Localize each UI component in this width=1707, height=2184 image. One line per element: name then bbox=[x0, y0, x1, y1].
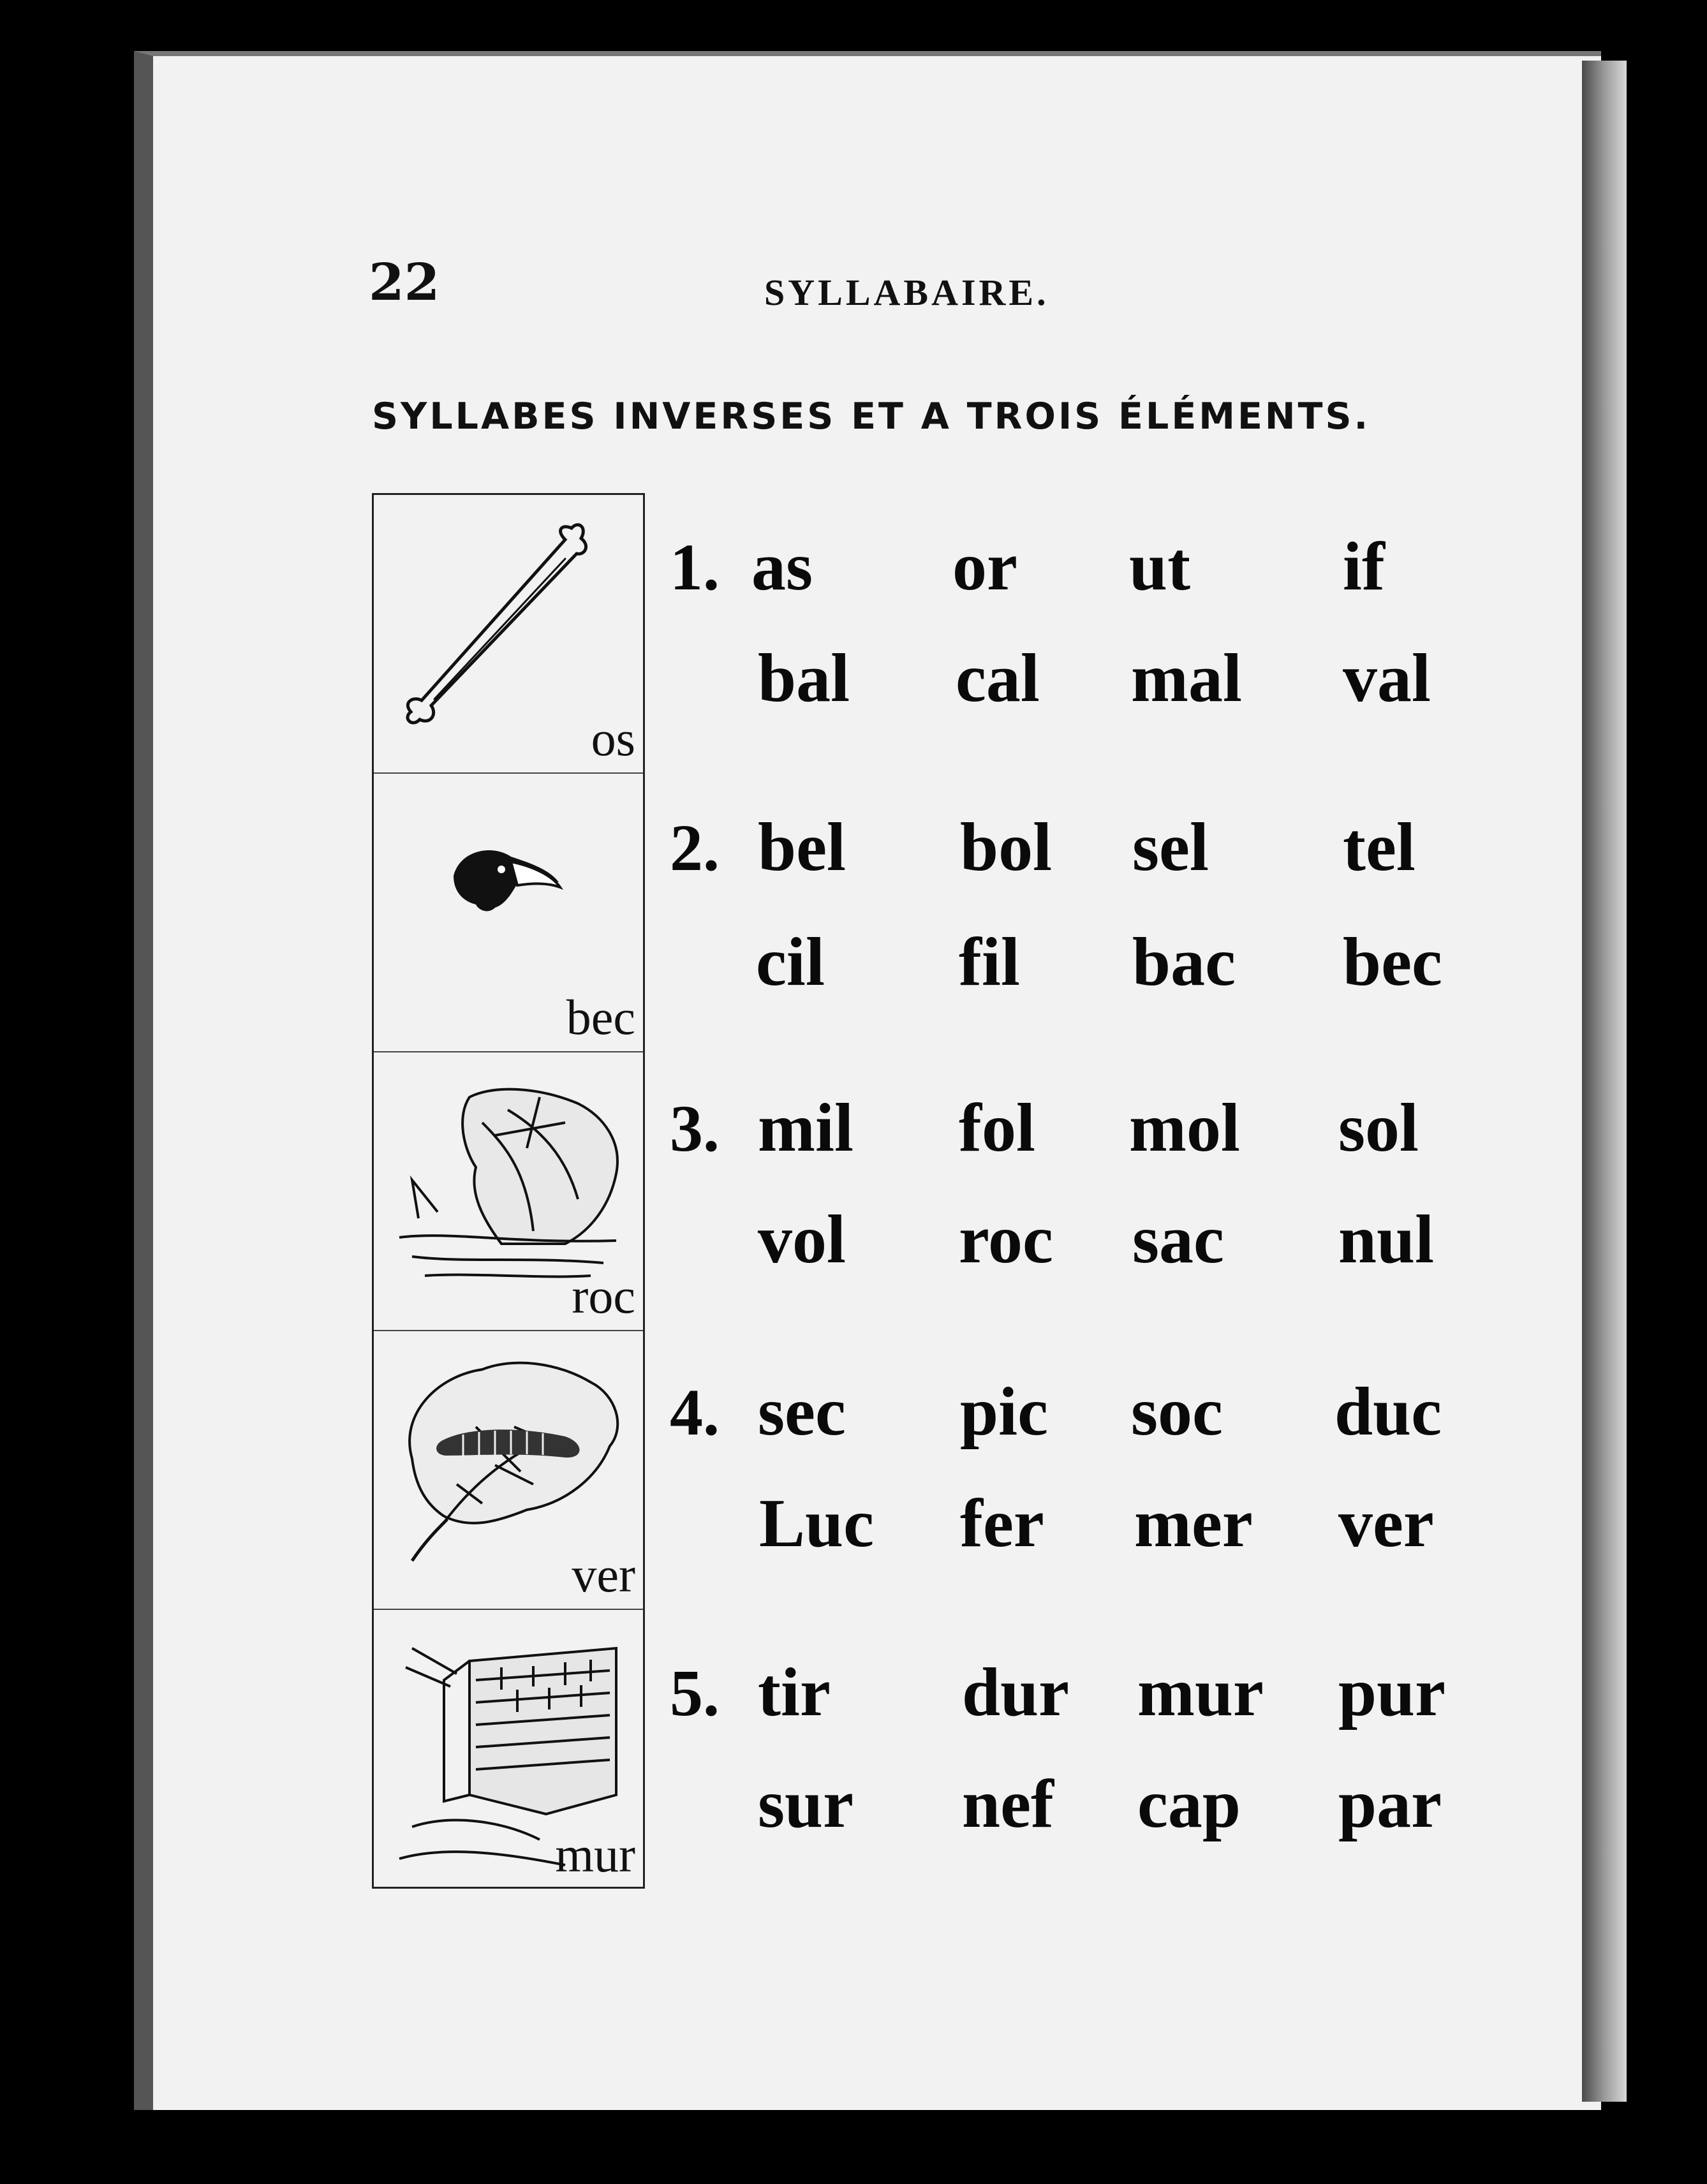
syllable: mol bbox=[1129, 1090, 1240, 1166]
picture-label: roc bbox=[572, 1268, 635, 1324]
syllable: fil bbox=[959, 924, 1020, 1000]
syllable: vol bbox=[758, 1202, 846, 1278]
syllable: par bbox=[1338, 1766, 1442, 1842]
syllable: pur bbox=[1338, 1655, 1446, 1730]
syllable: mal bbox=[1131, 640, 1242, 716]
picture-label: os bbox=[591, 711, 635, 766]
syllable: bec bbox=[1343, 924, 1442, 1000]
syllable: fer bbox=[960, 1486, 1044, 1561]
picture-cell-bec bbox=[374, 774, 643, 1052]
syllable: fol bbox=[959, 1090, 1035, 1166]
picture-cell-mur bbox=[374, 1610, 643, 1889]
picture-label: ver bbox=[572, 1547, 635, 1602]
syllable: bel bbox=[758, 809, 846, 885]
running-head: SYLLABAIRE. bbox=[764, 272, 1049, 313]
syllable: nef bbox=[962, 1766, 1054, 1842]
syllable: cal bbox=[956, 640, 1040, 716]
lesson-number-5: 5. bbox=[670, 1656, 720, 1730]
syllable: soc bbox=[1131, 1374, 1223, 1450]
page-number: 22 bbox=[369, 252, 440, 312]
picture-label: mur bbox=[555, 1827, 635, 1882]
lesson-number-4: 4. bbox=[670, 1376, 720, 1449]
picture-cell-roc bbox=[374, 1052, 643, 1331]
syllable: sac bbox=[1132, 1202, 1224, 1278]
syllable: bol bbox=[960, 809, 1053, 885]
syllable: sur bbox=[758, 1766, 854, 1842]
syllable: val bbox=[1343, 640, 1431, 716]
syllable: Luc bbox=[759, 1486, 875, 1561]
syllable: tel bbox=[1343, 809, 1415, 885]
syllable: ut bbox=[1129, 529, 1191, 605]
picture-label: bec bbox=[566, 989, 635, 1045]
syllable: as bbox=[751, 529, 813, 605]
syllable: tir bbox=[758, 1655, 831, 1730]
syllable: or bbox=[952, 529, 1017, 605]
syllable: bac bbox=[1132, 924, 1236, 1000]
syllable: ver bbox=[1338, 1486, 1434, 1561]
syllable: sel bbox=[1132, 809, 1209, 885]
picture-cell-os bbox=[374, 495, 643, 774]
syllable: sol bbox=[1338, 1090, 1419, 1166]
syllable: dur bbox=[962, 1655, 1070, 1730]
syllable: cap bbox=[1137, 1766, 1241, 1842]
syllable: duc bbox=[1334, 1374, 1442, 1450]
picture-cell-ver bbox=[374, 1331, 643, 1610]
syllable: mer bbox=[1134, 1486, 1253, 1561]
syllable: mil bbox=[758, 1090, 854, 1166]
syllable: nul bbox=[1338, 1202, 1435, 1278]
syllable: if bbox=[1343, 529, 1385, 605]
section-title: SYLLABES INVERSES ET A TROIS ÉLÉMENTS. bbox=[372, 395, 1371, 438]
syllable: pic bbox=[960, 1374, 1049, 1450]
lesson-number-1: 1. bbox=[670, 531, 720, 604]
picture-column bbox=[372, 493, 645, 1889]
syllable: roc bbox=[959, 1202, 1053, 1278]
syllable: mur bbox=[1137, 1655, 1264, 1730]
lesson-number-3: 3. bbox=[670, 1092, 720, 1165]
page-edge bbox=[1582, 61, 1627, 2102]
syllable: bal bbox=[758, 640, 850, 716]
syllable: cil bbox=[756, 924, 825, 1000]
lesson-number-2: 2. bbox=[670, 811, 720, 885]
syllable: sec bbox=[758, 1374, 846, 1450]
